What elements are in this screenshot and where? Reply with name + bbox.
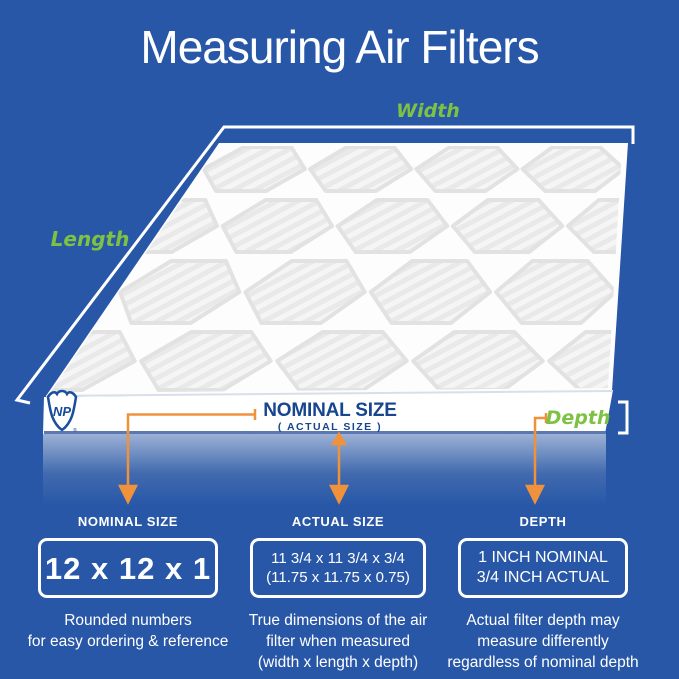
depth-bracket xyxy=(618,402,627,433)
frame-actual-size-label: ( ACTUAL SIZE ) xyxy=(277,421,383,433)
width-dimension-label: Width xyxy=(396,100,460,122)
column-nominal-size xyxy=(12,514,244,652)
filter-pleat-cells xyxy=(0,147,679,390)
column-heading: DEPTH xyxy=(519,514,567,529)
np-logo-text: NP xyxy=(52,404,72,419)
pleat-cell xyxy=(0,261,114,323)
column-heading: ACTUAL SIZE xyxy=(291,514,385,529)
nominal-size-value: 12 x 12 x 1 xyxy=(44,550,212,586)
pleat-cell xyxy=(621,261,679,323)
column-heading: NOMINAL SIZE xyxy=(77,514,179,529)
pleat-cell xyxy=(629,147,679,191)
registered-mark: ® xyxy=(73,428,77,434)
nominal-size-box xyxy=(38,538,218,598)
pleat-cell xyxy=(98,147,199,191)
actual-size-value: 11 3/4 x 11 3/4 x 3/4 xyxy=(271,550,405,567)
length-dimension-label: Length xyxy=(50,227,130,251)
actual-size-value-decimal: (11.75 x 11.75 x 0.75) xyxy=(266,569,410,586)
caption-line: (width x length x depth) xyxy=(257,654,419,671)
frame-nominal-size-label: NOMINAL SIZE xyxy=(263,400,397,421)
actual-size-box xyxy=(250,538,426,598)
column-actual-size xyxy=(222,514,454,673)
caption-line: regardless of nominal depth xyxy=(447,654,639,671)
depth-nominal-value: 1 INCH NOMINAL xyxy=(478,549,608,566)
depth-box xyxy=(458,538,628,598)
depth-dimension-label: Depth xyxy=(545,407,611,429)
column-caption xyxy=(427,610,659,673)
caption-line: for easy ordering & reference xyxy=(27,633,229,650)
caption-line: Actual filter depth may xyxy=(466,612,620,629)
caption-line: True dimensions of the air xyxy=(248,612,428,629)
column-caption xyxy=(12,610,244,652)
caption-line: filter when measured xyxy=(266,633,410,650)
page-title: Measuring Air Filters xyxy=(140,21,539,73)
caption-line: Rounded numbers xyxy=(64,612,192,629)
caption-line: measure differently xyxy=(477,633,609,650)
depth-actual-value: 3/4 INCH ACTUAL xyxy=(476,569,610,586)
column-caption xyxy=(222,610,454,673)
column-depth xyxy=(427,514,659,673)
